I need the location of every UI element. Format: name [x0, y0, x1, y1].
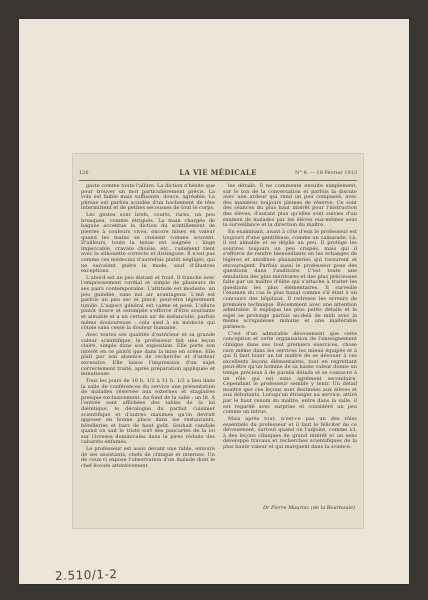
header-rule [79, 180, 357, 181]
paragraph: Les gestes sont brefs, courts, rares, un peu brusques, comme étriqués. La main chargée de bagues accentue la diction du scintillement de pierres à couleurs vives, encore mises en valeur quand les mains se croisent comme souvent. D'ailleurs, toute la tenue est soignée : linge impeccable, cravate choisie, etc., rudement tient avec la silhouette correcte et distinguée. Il n'est pas comme ces médecins d'autrefois plutôt négligés, qui ne suivaient guère la mode, sauf d'illustres exceptions. [81, 212, 215, 275]
author-location: (de la Bourboule) [310, 505, 355, 511]
page-number: 126 [79, 170, 89, 176]
author-signature [263, 505, 355, 511]
archive-sheet [19, 19, 409, 584]
journal-title: LA VIE MÉDICALE [179, 168, 257, 177]
author-name: Dr Pierre Mauriac [262, 505, 310, 511]
clipping-header [79, 168, 357, 178]
paragraph: En examinant, avant à côté d'eux le professeur est toujours d'une gentillesse, comme un camarade. Là, il est aimable et se déplie un peu. Il protège les sourires toujours un peu crispés, mais qui il s'efforce de rendre bienveillants en les échanges de légères et anodines plaisanteries qui rassurent et encouragent. Parfois aussi le professeur pose des questions dans l'auditoire. C'est toute une émulation des plus méritoires et des plus précieuses faite par un maître d'élite qui s'attache à traiter les questions les plus élémentaires. Il surveille l'examen du cas le plus banal comme s'il était à un concours des hôpitaux. Il redresse les erreurs de première technique. Récemment avec une attention admirable. Il explique les plus petits détails et le sujet se prolonge parfois au-delà de midi avec la même scrupuleuse minutie et une inaltérable patience. [223, 228, 357, 331]
paragraph: Le professeur est assis devant une table, entouré de ses assistants, chefs de clinique et internes. Un de ceux-ci expose l'observation d'un malade dont le chef écoute attentivement [81, 446, 215, 470]
paragraph: Avec toutes ses qualités d'extérieur et sa grande valeur scientifique, le professeur fait une leçon claire, simple dans son exposition. Elle porte son intérêt en ce plutôt que dans la mise en scène. Elle plaît par son absence de recherche et d'ardeur excessive. Elle laisse l'impression d'un sujet correctement traité, après préparation appliquée et minutieuse. [81, 332, 215, 378]
paragraph: Tous les jours de 10 h. 1/2 à 11 h. 1/2 a lieu dans la salle de conférences du service une présentation de malades réservée aux externes et stagiaires presque exclusivement. Au fond de la salle : un lit. À l'entrée sont affichées des tables de la lui diététique, le décalogue du parfait cuisinier scientifique et d'autres maximes qu'on devrait apposer en bonne place dans les restaurants, hôtelleries et bars de haut goût. Souhait candide quand on sait le triste sort des pancartes de la loi sur l'ivresse dominicales dans le pires réduits des cabarets enfumés. [81, 377, 215, 446]
issue-date: N° 8. — 19 Février 1913 [295, 170, 357, 176]
paragraph: Mais après tout, n'est-ce pas un des rôles essentiels du professeur et il faut le féliciter de ce dévouement, surtout quand on l'adjoint, comme ici, à des leçons cliniques de grand intérêt et un sens développé travaux et recherches scientifiques de la plus haute valeur et qui marquent dans la science. [223, 415, 357, 450]
pencil-annotation: 2.510/1-2 [54, 566, 118, 584]
right-column [223, 184, 357, 452]
paragraph: les détails. Il ne commente ensuite simplement, sur le ton de la conversation et parfois la discute avec une ardeur qui rend un peu compassé, avec des manières toujours pleines de réserve. Ce sont des séances du plus haut intérêt pour l'instruction des élèves, d'autant plus qu'elles sont suivies d'un examen de malades par les élèves eux-mêmes sous la surveillance et la direction du maître. [223, 183, 357, 229]
newspaper-clipping [72, 153, 364, 529]
paragraph: L'abord est un peu distant et froid. Il tranche avec l'empressement cordial et simple de plusieurs de ses pairs contemporains. L'attitude est modeste, un peu guindée, sans nul air avantageux. L'œil est parfois un peu sec et pincé, peut-être légèrement timide. L'aspect général est calme et posé. L'allure plutôt douce et estompée s'efforce d'être souriante et aimable et a un certain air de mélancolie, parfois même douloureuse ; cela sied à un médecin qui côtoie sans cesse la douleur humaine. [81, 274, 215, 332]
paragraph: C'est d'un admirable dévouement que cette conception et cette organisation de l'enseignement clinique dans ses tout premiers exercices, chose rare même dans les services les mieux équipés et à qui Il faut louer un tel maître de se dévouer à ces excellents leçons élémentaires, tout en regrettant peut-être qu'un homme de sa haute valeur donne un temps précieux à de pareils détails et se consacre à un rôle qui est sans agrément secondaire. Cependant le professeur semble y tenir. Un détail montre que ces leçons sont destinées aux élèves et aux débutants. Lorsqu'un étranger au service, attiré par le haut renom du maître, entre dans la salle, il est regardé avec surprise et considéré un peu comme un intrus. [223, 330, 357, 416]
left-column [81, 184, 215, 471]
paragraph: gaste comme toute l'allure. La diction n'hésite que pour trouver un mot particulièrement précis. La voix est faible mais suffisante, douce, agréable. La phrase est parfois scindée d'un hochement de tête intermittent et de petites secousses de tout le corps. [81, 183, 215, 212]
